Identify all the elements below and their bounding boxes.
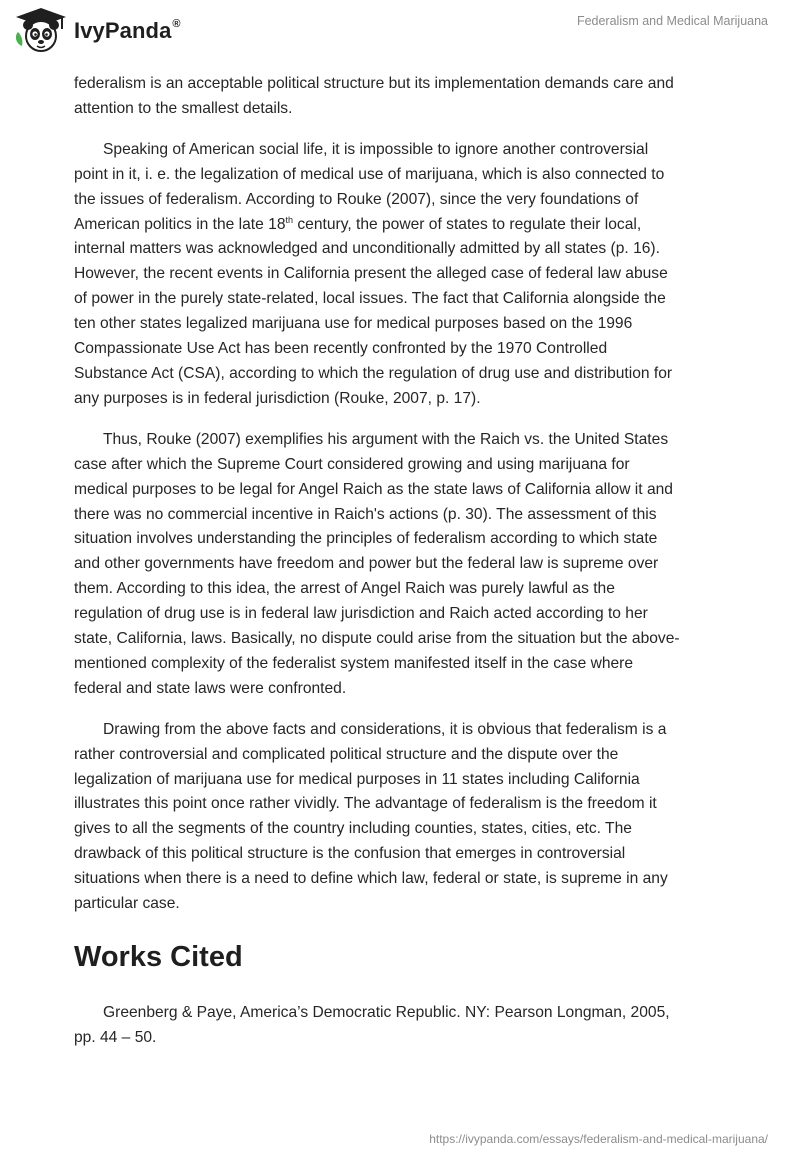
- text-line: rather controversial and complicated political structure and the dispute over the: [74, 745, 619, 763]
- paragraph-2: [74, 138, 726, 412]
- text-line: Compassionate Use Act has been recently confronted by the 1970 Controlled: [74, 340, 608, 358]
- text-line: gives to all the segments of the country including counties, states, cities, etc. The: [74, 820, 632, 838]
- text-line: them. According to this idea, the arrest of Angel Raich was purely lawful as the: [74, 580, 615, 598]
- text-line-superscript: American politics in the late 18th century, the power of states to regulate their local,: [74, 214, 642, 233]
- text-line: situations when there is a need to define which law, federal or state, is supreme in any: [74, 870, 668, 888]
- citation-line: pp. 44 – 50.: [74, 1028, 157, 1046]
- text-line: and other governments have freedom and power but the federal law is supreme over: [74, 555, 659, 573]
- page-header: [0, 0, 800, 70]
- text-line: case after which the Supreme Court considered growing and using marijuana for: [74, 455, 630, 473]
- text-line: particular case.: [74, 895, 180, 913]
- text-line: Substance Act (CSA), according to which the regulation of drug use and distribution for: [74, 364, 673, 382]
- source-url-link[interactable]: https://ivypanda.com/essays/federalism-and-medical-marijuana/: [429, 1132, 768, 1146]
- text-line: internal matters was acknowledged and unconditionally admitted by all states (p. 16).: [74, 240, 660, 258]
- text-line: situation involves understanding the principles of federalism according to which state: [74, 530, 658, 548]
- text-line: point in it, i. e. the legalization of medical use of marijuana, which is also connected to: [74, 165, 665, 183]
- text-line: of power in the purely state-related, local issues. The fact that California alongside the: [74, 290, 666, 308]
- text-line: there was no commercial incentive in Raich's actions (p. 30). The assessment of this: [74, 505, 657, 523]
- works-cited-heading: Works Cited: [74, 941, 243, 973]
- text-line: medical purposes to be legal for Angel Raich as the state laws of California allow it and: [74, 480, 673, 498]
- text-line: Speaking of American social life, it is impossible to ignore another controversial: [103, 140, 649, 158]
- citation-line: Greenberg & Paye, America’s Democratic Republic. NY: Pearson Longman, 2005,: [103, 1004, 670, 1021]
- text-line: mentioned complexity of the federalist system manifested itself in the case where: [74, 654, 634, 672]
- paragraph-1: [74, 72, 726, 122]
- document-title: Federalism and Medical Marijuana: [576, 14, 768, 28]
- paragraph-4: [74, 718, 726, 917]
- text-line: federal and state laws were confronted.: [74, 679, 347, 697]
- panda-graduate-logo-icon: [14, 6, 68, 56]
- text-line: However, the recent events in California present the alleged case of federal law abuse: [74, 265, 668, 283]
- citation-entry: [74, 1001, 726, 1051]
- registered-mark: ®: [172, 17, 181, 30]
- text-line: attention to the smallest details.: [74, 99, 293, 117]
- text-line: ten other states legalized marijuana use for medical purposes based on the 1996: [74, 315, 633, 333]
- paragraph-3: [74, 428, 726, 702]
- text-line: any purposes is in federal jurisdiction (Rouke, 2007, p. 17).: [74, 389, 481, 407]
- text-line: federalism is an acceptable political structure but its implementation demands care and: [74, 75, 674, 92]
- brand-logo[interactable]: [14, 6, 181, 56]
- text-line: Drawing from the above facts and considerations, it is obvious that federalism is a: [103, 720, 667, 738]
- text-line: drawback of this political structure is the confusion that emerges in controversial: [74, 845, 626, 863]
- text-line: Thus, Rouke (2007) exemplifies his argument with the Raich vs. the United States: [103, 430, 669, 448]
- text-line: legalization of marijuana use for medical purposes in 11 states including California: [74, 770, 640, 788]
- text-line: the issues of federalism. According to Rouke (2007), since the very foundations of: [74, 190, 639, 208]
- essay-body: [74, 72, 726, 1067]
- text-line: illustrates this point once rather vividly. The advantage of federalism is the freedom it: [74, 795, 657, 813]
- text-line: regulation of drug use is in federal law jurisdiction and Raich acted according to her: [74, 605, 648, 623]
- text-line: state, California, laws. Basically, no dispute could arise from the situation but the above-: [74, 630, 680, 648]
- brand-name: IvyPanda®: [74, 17, 181, 43]
